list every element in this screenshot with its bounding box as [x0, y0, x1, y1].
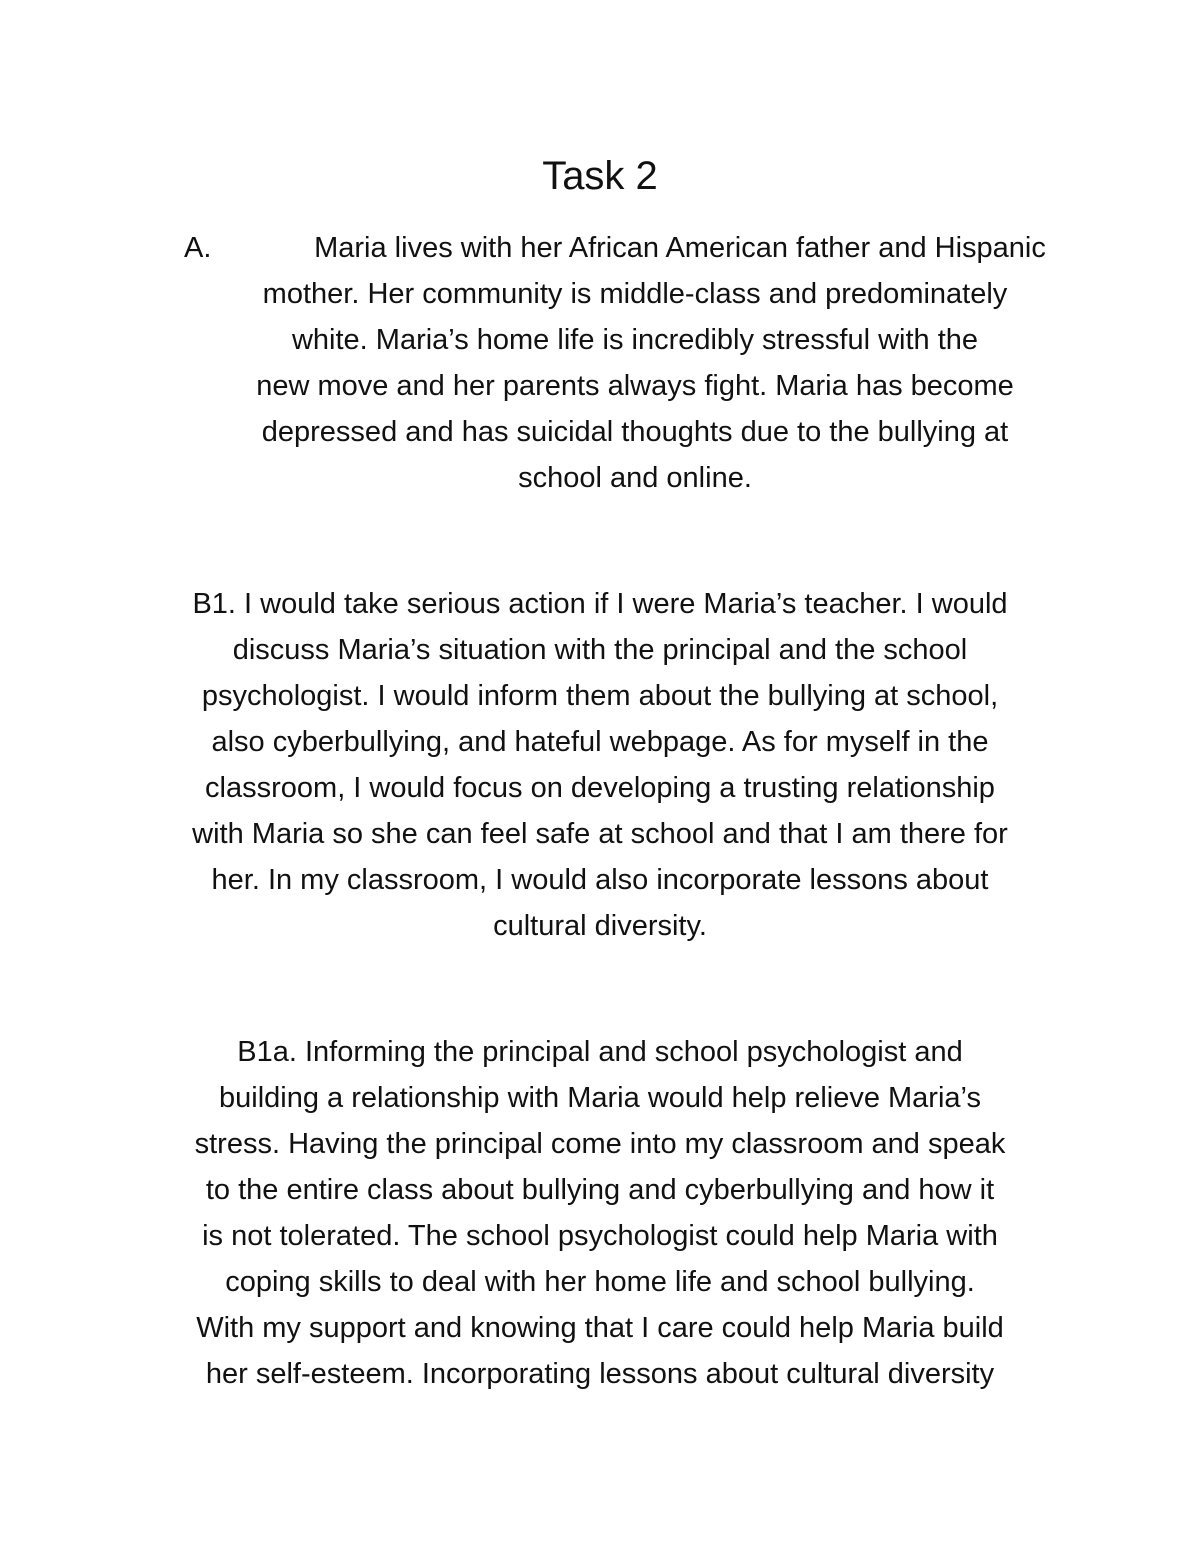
paragraph-line: cultural diversity. [493, 910, 707, 942]
paragraph-line: with Maria so she can feel safe at school and that I am there for [192, 818, 1008, 850]
paragraph-line: psychologist. I would inform them about the bullying at school, [201, 680, 999, 712]
paragraph-line: With my support and knowing that I care could help Maria build [196, 1312, 1004, 1344]
paragraph-line: is not tolerated. The school psychologist could help Maria with [202, 1220, 998, 1252]
paragraph-line: her. In my classroom, I would also incorporate lessons about [211, 864, 989, 896]
paragraph-line: stress. Having the principal come into my classroom and speak [194, 1128, 1006, 1160]
paragraph-line: to the entire class about bullying and cyberbullying and how it [205, 1174, 995, 1206]
paragraph-line: depressed and has suicidal thoughts due to the bullying at [261, 416, 1009, 448]
paragraph-line: discuss Maria’s situation with the principal and the school [232, 634, 968, 666]
paragraph-line: school and online. [518, 462, 752, 494]
paragraph-line: Maria lives with her African American father and Hispanic [314, 232, 1046, 264]
paragraph-line: B1. I would take serious action if I were Maria’s teacher. I would [192, 588, 1008, 620]
paragraph-line: B1a. Informing the principal and school psychologist and [237, 1036, 963, 1068]
paragraph-line: also cyberbullying, and hateful webpage. As for myself in the [211, 726, 989, 758]
list-marker: A. [184, 232, 212, 264]
paragraph-line: mother. Her community is middle-class and predominately [262, 278, 1008, 310]
paragraph-line: classroom, I would focus on developing a trusting relationship [205, 772, 995, 804]
paragraph-line: building a relationship with Maria would help relieve Maria’s [219, 1082, 981, 1114]
page-title: Task 2 [542, 154, 658, 198]
paragraph-line: her self-esteem. Incorporating lessons about cultural diversity [205, 1358, 995, 1390]
paragraph-line: new move and her parents always fight. Maria has become [256, 370, 1014, 402]
paragraph-line: coping skills to deal with her home life and school bullying. [225, 1266, 975, 1298]
paragraph-line: white. Maria’s home life is incredibly stressful with the [291, 324, 979, 356]
